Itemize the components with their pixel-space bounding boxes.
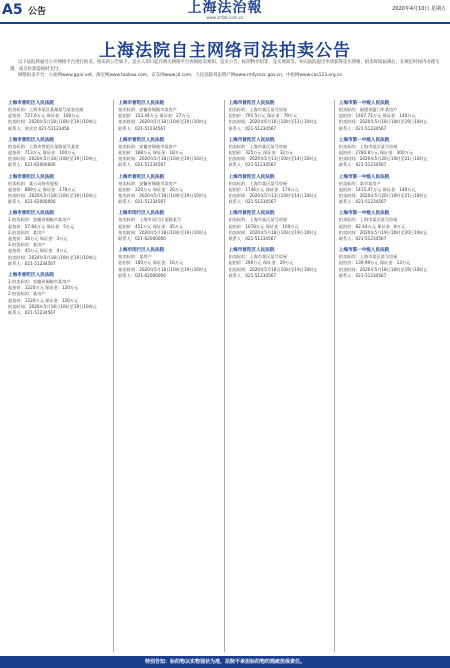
notice-line: 拍卖标的：上海市某区某号房屋 bbox=[228, 180, 288, 186]
notice-line: 联系人：021-62000000 bbox=[118, 272, 166, 278]
notice-line: 拍卖标的：上海市某区某号房屋 bbox=[338, 217, 398, 223]
court-name: 上海市普陀区人民法院 bbox=[118, 101, 165, 106]
auction-notice bbox=[229, 137, 332, 169]
notice-line: 拍卖时间：2020年5月18日10时至19日10时止 bbox=[118, 156, 208, 162]
notice-line: 拍卖时间：2020年6月10日10时至11日10时止 bbox=[228, 119, 318, 125]
notice-line: 拍卖时间：2020年5月18日10时至19日10时止 bbox=[338, 119, 428, 125]
notice-line: 联系人：余法官 021-51123456 bbox=[8, 125, 70, 131]
auction-notice bbox=[229, 174, 332, 206]
notice-line: 起拍价：791.5万元 保证金：79万元 bbox=[228, 113, 298, 119]
section-label: 公告 bbox=[28, 7, 47, 17]
notice-line: 拍卖时间：2020年5月18日10时至19日10时止 bbox=[8, 156, 98, 162]
notice-line: 起拍价：1415.47万元 保证金：140万元 bbox=[338, 186, 416, 192]
notice-line: 拍卖标的：上海市某区某号房屋 bbox=[228, 143, 288, 149]
auction-notice bbox=[339, 247, 442, 279]
intro-text bbox=[10, 60, 442, 80]
notice-line: 拍卖标的：安徽省铜陵市某房产 bbox=[118, 143, 177, 149]
page-title: 上海法院自主网络司法拍卖公告 bbox=[99, 41, 351, 61]
notice-line: 联系人：021-62000000 bbox=[8, 199, 56, 205]
notice-line: 起拍价：290万元 保证金：29万元 bbox=[228, 260, 294, 266]
notice-line: 起拍价：139.99万元 保证金：13万元 bbox=[338, 260, 411, 266]
notice-line: 联系人：021-51234567 bbox=[338, 125, 387, 131]
notice-line: 拍卖时间：2020年5月18日10时至19日10时止 bbox=[8, 254, 98, 260]
auction-notice bbox=[118, 247, 221, 279]
notice-line: 拍卖标的：上海市某区某号房屋 bbox=[228, 107, 288, 112]
intro-paragraph: 以下法院将通过公开网络平台进行拍卖，拍卖的公告如下。竞买人即日起在相关网络平台查阅拍卖须知、竞买公告、标的物介绍等，竞买须知等。并向法院提出申请获得竞买资格，拍卖时间届满后，在规定时间内办理交割，成交价款需按时支付。 bbox=[10, 60, 440, 72]
court-name: 上海市第一中级人民法院 bbox=[338, 174, 390, 180]
court-name: 上海市闵行区人民法院 bbox=[118, 211, 165, 217]
notice-line: 拍卖标的：上海市普陀区某路某号某室 bbox=[8, 143, 80, 149]
notice-line: 联系人：021-51234567 bbox=[338, 272, 387, 278]
notice-line: 拍卖标的：上海市某区某号房屋 bbox=[338, 254, 398, 260]
notice-line: 联系人：021-51234567 bbox=[228, 125, 277, 131]
notice-line: 起拍价：325万元 保证金：32万元 bbox=[228, 150, 294, 156]
notice-column bbox=[229, 100, 335, 652]
auction-notice bbox=[339, 100, 442, 132]
auction-notice bbox=[118, 210, 221, 242]
notice-line: 起拍价：57.84万元 保证金：5万元 bbox=[8, 223, 75, 229]
court-name: 上海市闵行区人民法院 bbox=[118, 248, 165, 254]
notice-line: 起拍价：45万元 保证金：4万元 bbox=[8, 248, 68, 254]
notice-line: 拍卖时间：2020年5月18日10时至19日10时止 bbox=[8, 119, 98, 125]
notice-line: 拍卖时间：2020年5月13日10时至14日10时止 bbox=[228, 193, 318, 199]
notice-line: 起拍价：451万元 保证金：45万元 bbox=[118, 223, 184, 229]
court-name: 上海市普陀区人民法院 bbox=[228, 174, 275, 180]
court-name: 上海市普陀区人民法院 bbox=[8, 101, 54, 106]
notice-line: 拍卖时间：2020年5月18日10时至19日10时止 bbox=[228, 229, 318, 235]
court-name: 上海市普陀区人民法院 bbox=[8, 137, 54, 143]
notice-line: 起拍价：1407.71万元 保证金：140万元 bbox=[338, 113, 416, 119]
court-name: 上海市第一中级人民法院 bbox=[338, 101, 390, 106]
notice-column bbox=[339, 100, 444, 652]
notice-line: 起拍价：889万元 保证金：178万元 bbox=[8, 186, 76, 192]
notice-line: 拍卖标的：上海市某区某号房屋 bbox=[228, 217, 288, 223]
page-number: A5 bbox=[2, 2, 23, 18]
notice-line: 拍卖时间：2020年5月19日10时至20日10时止 bbox=[338, 229, 428, 235]
notice-line: 1.拍卖标的：安徽省铜陵市某房产 bbox=[8, 217, 71, 223]
notice-line: 2.拍卖标的：某房产 bbox=[8, 229, 46, 235]
court-name: 上海市普陀区人民法院 bbox=[118, 174, 165, 180]
notice-line: 拍卖标的：某房产 bbox=[118, 254, 152, 260]
notice-line: 起拍价：727.6万元 保证金：160万元 bbox=[8, 113, 80, 119]
masthead bbox=[0, 0, 450, 24]
notice-line: 拍卖时间：2020年5月20日10时至21日10时止 bbox=[338, 156, 428, 162]
notice-line: 拍卖时间：2020年5月18日10时至19日10时止 bbox=[8, 193, 98, 199]
auction-notice bbox=[8, 210, 111, 267]
notice-line: 联系人：021-51234567 bbox=[228, 236, 277, 242]
notice-column bbox=[118, 100, 224, 652]
auction-notice bbox=[229, 247, 332, 279]
notice-line: 起拍价：153.44万元 保证金：27万元 bbox=[118, 113, 190, 119]
notice-line: 拍卖时间：2020年5月13日10时至14日10时止 bbox=[228, 156, 318, 162]
court-name: 上海市普陀区人民法院 bbox=[228, 211, 275, 217]
notice-line: 拍卖时间：2020年5月18日10时至19日10时止 bbox=[118, 229, 208, 235]
notice-line: 联系人：021-51234567 bbox=[338, 199, 387, 205]
notice-line: 起拍价：188万元 保证金：18万元 bbox=[118, 150, 184, 156]
notice-line: 起拍价：220万元 保证金：20万元 bbox=[118, 186, 184, 192]
auction-notice bbox=[8, 272, 111, 316]
auction-notice bbox=[118, 100, 221, 132]
court-name: 上海市普陀区人民法院 bbox=[8, 273, 54, 279]
notice-line: 联系人：021-62000000 bbox=[118, 236, 166, 242]
notice-line: 拍卖标的：安徽省铜陵市某房产 bbox=[118, 180, 177, 186]
notice-line: 拍卖标的：上海市某区某号房屋 bbox=[338, 143, 398, 149]
court-name: 上海市第一中级人民法院 bbox=[338, 137, 390, 143]
notice-line: 3.拍卖标的：某房产 bbox=[8, 242, 46, 248]
notice-line: 拍卖时间：2020年5月20日10时至21日10时止 bbox=[338, 193, 428, 199]
footer-text: 特别告知：标的物以实物现状为准，法院不承担标的物的瑕疵担保责任。 bbox=[144, 659, 305, 665]
notice-line: 拍卖时间：2020年5月18日10时至19日10时止 bbox=[118, 266, 208, 272]
auction-notice bbox=[118, 137, 221, 169]
notice-line: 拍卖时间：2020年5月18日10时至19日10时止 bbox=[228, 266, 318, 272]
notice-line: 拍卖标的：某市某房产 bbox=[338, 180, 381, 186]
notice-line: 拍卖标的：安徽省铜陵市某房产 bbox=[118, 107, 177, 112]
newspaper-site: www.shfzb.com.cn bbox=[206, 15, 244, 20]
court-name: 上海市普陀区人民法院 bbox=[228, 137, 275, 143]
notice-line: 联系人：021-51234567 bbox=[118, 199, 166, 205]
notice-column bbox=[8, 100, 114, 652]
notice-line: 起拍价：1078万元 保证金：100万元 bbox=[228, 223, 299, 229]
notice-line: 起拍价：82.44万元 保证金：8万元 bbox=[338, 223, 405, 229]
auction-notice bbox=[118, 174, 221, 206]
notice-line: 拍卖标的：上海市某区某号房屋 bbox=[228, 254, 288, 260]
notice-line: 1.拍卖标的：安徽省铜陵市某房产 bbox=[8, 279, 71, 285]
auction-notice bbox=[229, 100, 332, 132]
notice-line: 联系人：021-51234567 bbox=[118, 125, 166, 131]
auction-notice bbox=[339, 174, 442, 206]
notice-line: 起拍价：2784.8万元 保证金：300万元 bbox=[338, 150, 413, 156]
notice-line: 联系人：021-51234567 bbox=[338, 162, 387, 168]
notice-columns bbox=[8, 100, 444, 652]
notice-line: 联系人：021-51234567 bbox=[228, 199, 277, 205]
intro-paragraph: 网络拍卖平台：公拍网www.gpai.net，淘宝网www.taobao.com，京东网www.jd.com，人民法院诉讼资产网www.rmfysszc.gov.cn，中拍网www.cas123.org.cn bbox=[18, 73, 343, 79]
court-name: 上海市普陀区人民法院 bbox=[118, 137, 165, 143]
notice-line: 拍卖标的：上海市某区某路某号某室房屋 bbox=[8, 107, 84, 112]
court-name: 上海市普陀区人民法院 bbox=[228, 101, 275, 106]
auction-notice bbox=[339, 137, 442, 169]
notice-line: 拍卖时间：2020年5月18日10时至19日10时止 bbox=[8, 303, 98, 309]
court-name: 上海市普陀区人民法院 bbox=[8, 174, 54, 180]
notice-line: 联系人：021-51234567 bbox=[228, 162, 277, 168]
notice-line: 起拍价：713万元 保证金：100万元 bbox=[8, 150, 76, 156]
auction-notice bbox=[8, 137, 111, 169]
court-name: 上海市普陀区人民法院 bbox=[228, 248, 275, 254]
auction-notice bbox=[8, 174, 111, 206]
court-name: 上海市普陀区人民法院 bbox=[8, 211, 54, 217]
notice-line: 起拍价：1746万元 保证金：174万元 bbox=[228, 186, 299, 192]
notice-line: 联系人：021-62000000 bbox=[8, 162, 56, 168]
notice-line: 拍卖时间：2020年5月18日10时至19日10时止 bbox=[118, 193, 208, 199]
notice-line: 拍卖时间：2020年5月18日10时至19日10时止 bbox=[338, 266, 428, 272]
footer-banner bbox=[0, 656, 450, 668]
notice-line: 联系人：021-51234567 bbox=[338, 236, 387, 242]
auction-notice bbox=[229, 210, 332, 242]
issue-date: 2020年4月10日 星期五 bbox=[392, 6, 446, 12]
notice-line: 拍卖标的：上海市闵行区某路某号 bbox=[118, 217, 182, 223]
notice-line: 起拍价：1220万元 保证金：120万元 bbox=[8, 297, 79, 303]
court-name: 上海市第一中级人民法院 bbox=[338, 211, 390, 217]
notice-line: 起拍价：36万元 保证金：3万元 bbox=[8, 236, 68, 242]
notice-line: 2.拍卖标的：某房产 bbox=[8, 291, 46, 297]
notice-line: 联系人：021-51234567 bbox=[118, 162, 166, 168]
notice-line: 联系人：021-51234567 bbox=[8, 260, 56, 266]
notice-line: 联系人：021-51234567 bbox=[8, 310, 56, 316]
auction-notice bbox=[8, 100, 111, 132]
auction-notice bbox=[339, 210, 442, 242]
notice-line: 拍卖标的：福建省厦门市某房产 bbox=[338, 107, 398, 112]
notice-line: 拍卖标的：某公司持有股权 bbox=[8, 180, 59, 186]
notice-line: 联系人：021-51234567 bbox=[228, 272, 277, 278]
notice-line: 起拍价：1220万元 保证金：120万元 bbox=[8, 285, 79, 291]
notice-line: 起拍价：160万元 保证金：16万元 bbox=[118, 260, 184, 266]
notice-line: 拍卖时间：2020年5月18日10时至19日10时止 bbox=[118, 119, 208, 125]
newspaper-logo: 上海法治報 bbox=[187, 0, 263, 16]
court-name: 上海市第一中级人民法院 bbox=[338, 248, 390, 254]
